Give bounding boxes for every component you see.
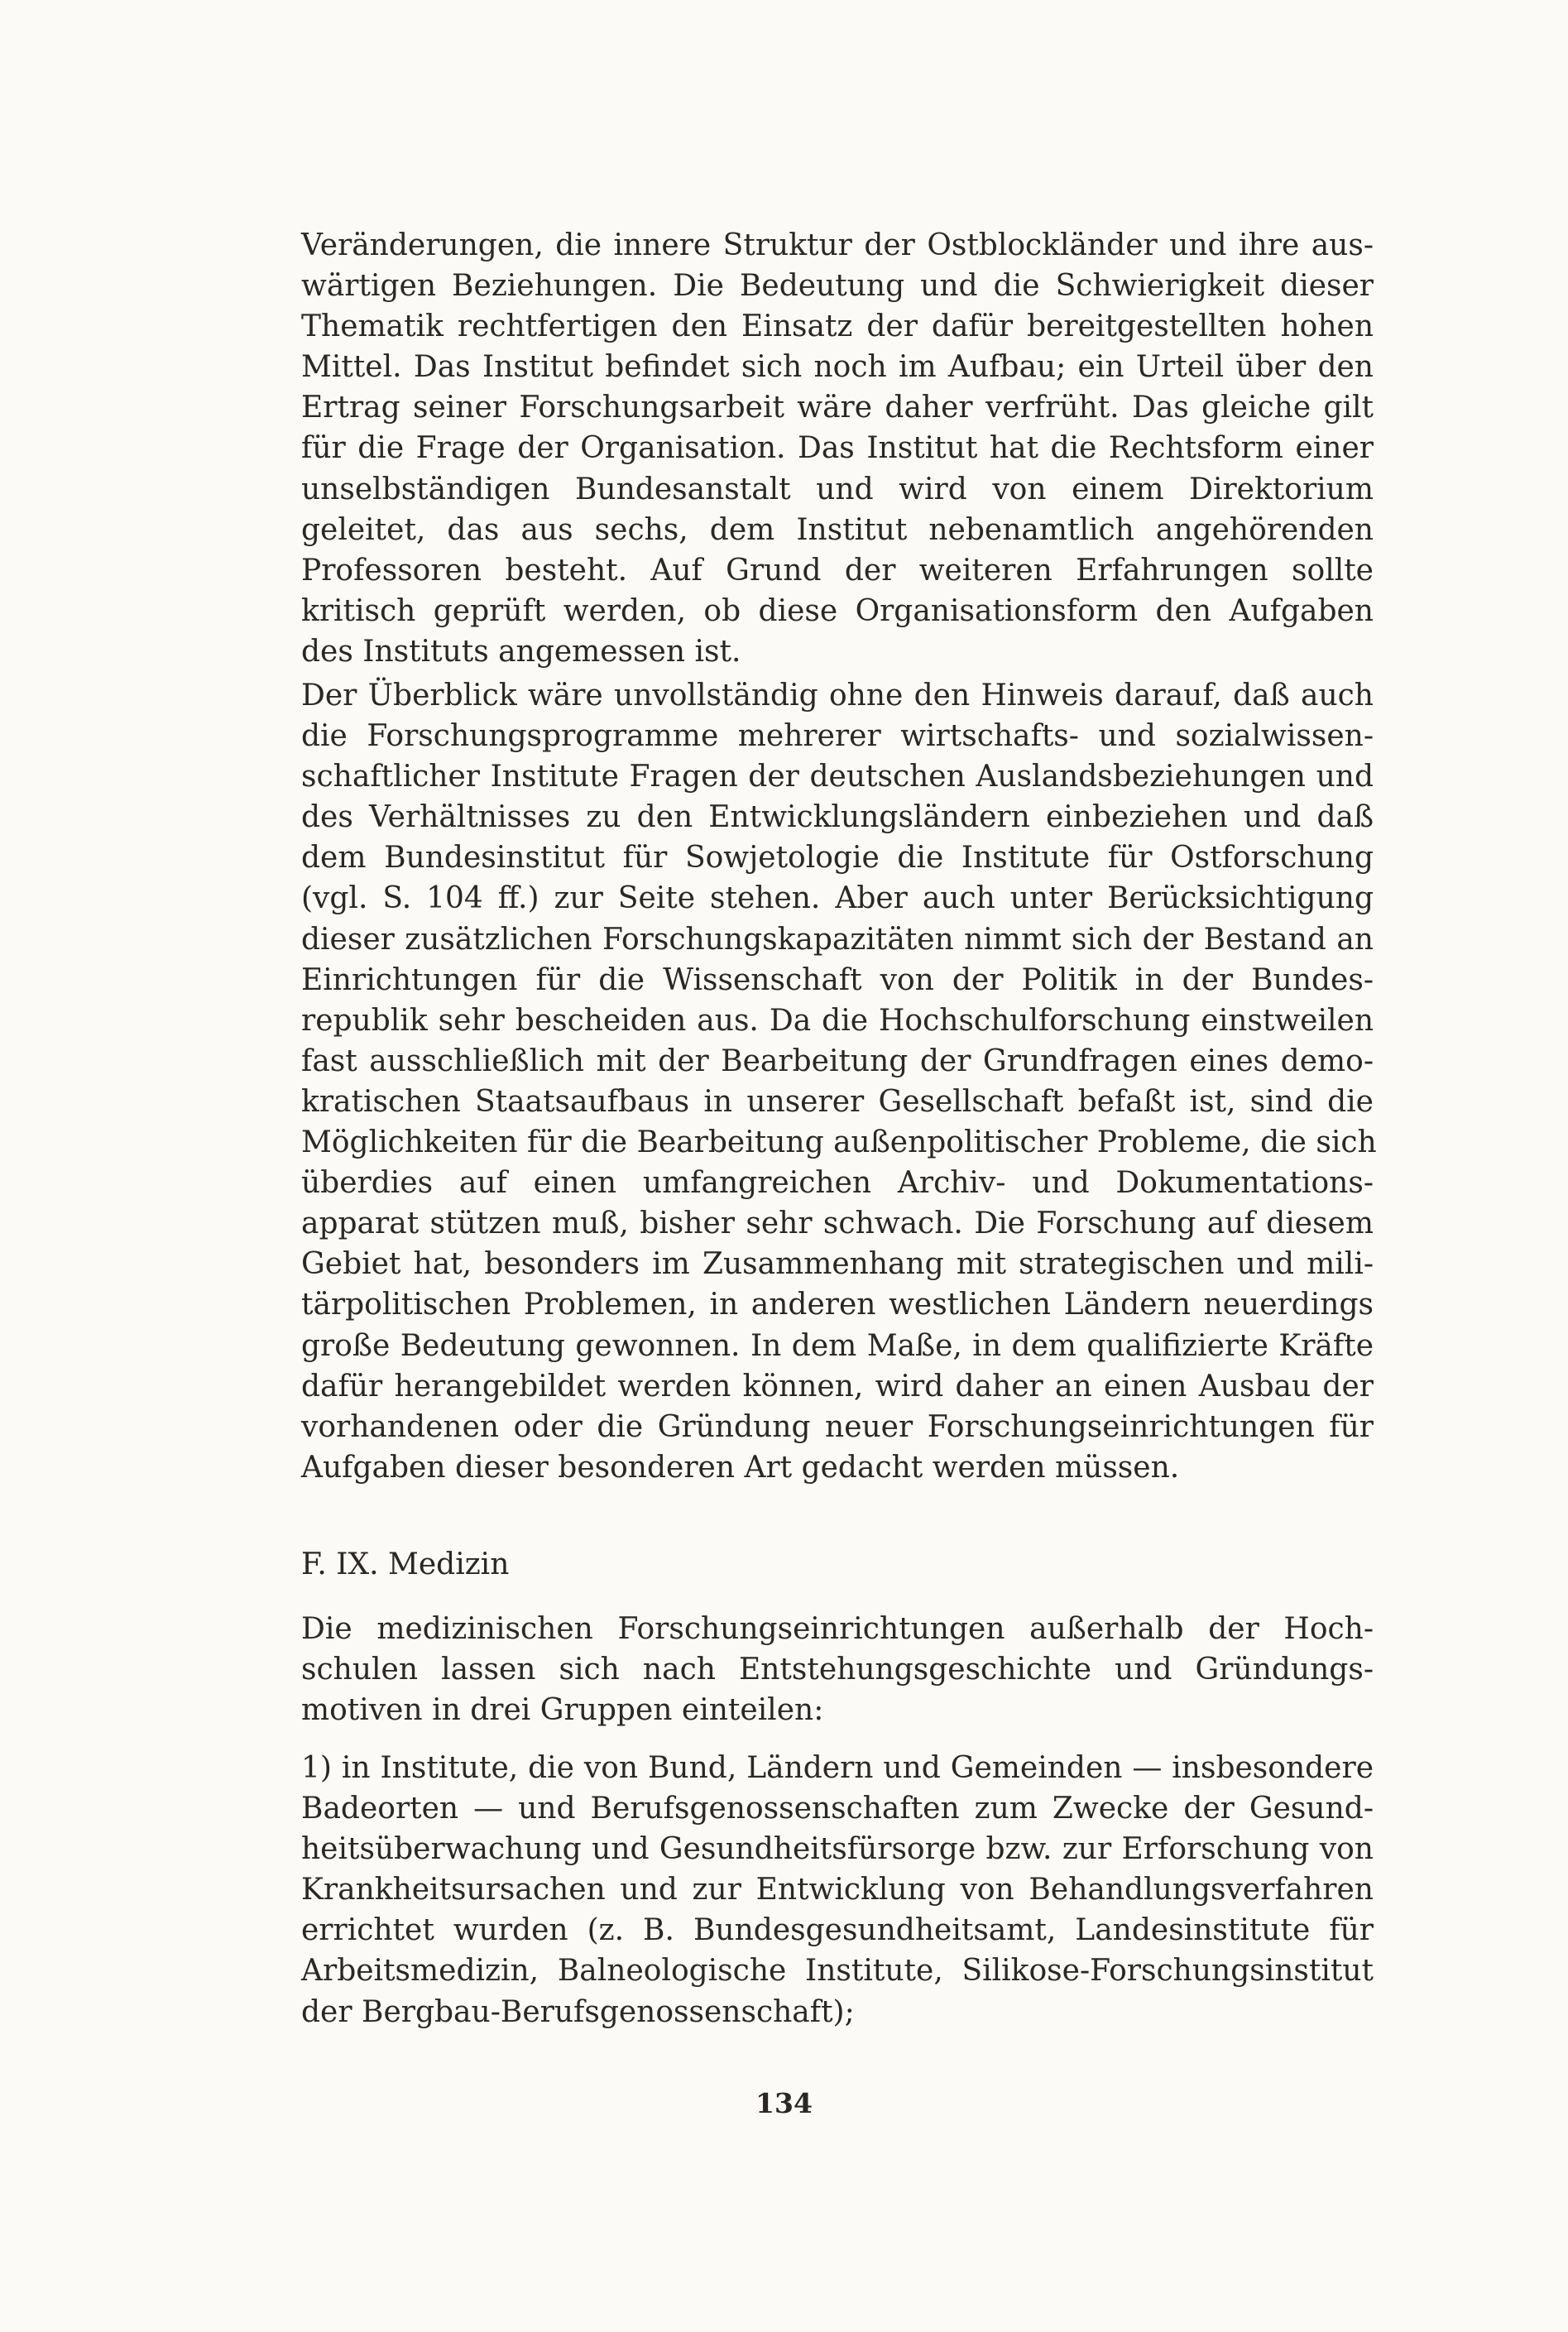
page-number: 134 bbox=[755, 2087, 813, 2119]
text-line: Die medizinischen Forschungseinrichtungen außerhalb der Hoch- bbox=[301, 1612, 1374, 1646]
text-line: die Forschungsprogramme mehrerer wirtschafts- und sozialwissen- bbox=[301, 719, 1374, 754]
section-heading: F. IX. Medizin bbox=[301, 1547, 510, 1581]
text-line: dem Bundesinstitut für Sowjetologie die Institute für Ostforschung bbox=[301, 841, 1374, 876]
text-line: des Instituts angemessen ist. bbox=[301, 634, 741, 669]
text-line: für die Frage der Organisation. Das Institut hat die Rechtsform einer bbox=[301, 431, 1374, 466]
text-line: Einrichtungen für die Wissenschaft von der Politik in der Bundes- bbox=[301, 962, 1374, 997]
text-line: des Verhältnisses zu den Entwicklungsländern einbeziehen und daß bbox=[301, 800, 1374, 835]
paragraph-sowjetologie-institute bbox=[301, 225, 1374, 672]
text-line: Der Überblick wäre unvollständig ohne den Hinweis darauf, daß auch bbox=[301, 679, 1374, 713]
text-line: kratischen Staatsaufbaus in unserer Gesellschaft befaßt ist, sind die bbox=[301, 1084, 1374, 1119]
text-line: Veränderungen, die innere Struktur der Ostblockländer und ihre aus- bbox=[301, 228, 1374, 262]
text-line: dafür herangebildet werden können, wird daher an einen Ausbau der bbox=[301, 1369, 1374, 1404]
text-line: schaftlicher Institute Fragen der deutschen Auslandsbeziehungen und bbox=[301, 760, 1374, 794]
text-line: Badeorten — und Berufsgenossenschaften zum Zwecke der Gesund- bbox=[301, 1792, 1374, 1826]
text-line: motiven in drei Gruppen einteilen: bbox=[301, 1693, 824, 1728]
text-line: (vgl. S. 104 ff.) zur Seite stehen. Aber auch unter Berücksichtigung bbox=[301, 881, 1374, 916]
text-line: dieser zusätzlichen Forschungskapazitäten nimmt sich der Bestand an bbox=[301, 922, 1374, 957]
paragraph-medizin-intro bbox=[301, 1609, 1374, 1730]
text-line: unselbständigen Bundesanstalt und wird von einem Direktorium bbox=[301, 472, 1374, 506]
text-line: tärpolitischen Problemen, in anderen westlichen Ländern neuerdings bbox=[301, 1288, 1374, 1322]
text-line: Mittel. Das Institut befindet sich noch im Aufbau; ein Urteil über den bbox=[301, 350, 1374, 385]
text-line: wärtigen Beziehungen. Die Bedeutung und die Schwierigkeit dieser bbox=[301, 269, 1374, 304]
text-line: errichtet wurden (z. B. Bundesgesundheitsamt, Landesinstitute für bbox=[301, 1913, 1374, 1948]
text-line: Ertrag seiner Forschungsarbeit wäre daher verfrüht. Das gleiche gilt bbox=[301, 391, 1374, 425]
text-line: kritisch geprüft werden, ob diese Organisationsform den Aufgaben bbox=[301, 593, 1374, 628]
text-line: geleitet, das aus sechs, dem Institut nebenamtlich angehörenden bbox=[301, 512, 1374, 547]
text-line: vorhandenen oder die Gründung neuer Forschungseinrichtungen für bbox=[301, 1409, 1374, 1444]
text-line: Arbeitsmedizin, Balneologische Institute, Silikose-Forschungsinstitut bbox=[301, 1954, 1374, 1989]
text-line: der Bergbau-Berufsgenossenschaft); bbox=[301, 1994, 855, 2029]
text-line: republik sehr bescheiden aus. Da die Hochschulforschung einstweilen bbox=[301, 1003, 1374, 1038]
text-line: Gebiet hat, besonders im Zusammenhang mit strategischen und mili- bbox=[301, 1247, 1374, 1282]
text-line: heitsüberwachung und Gesundheitsfürsorge bzw. zur Erforschung von bbox=[301, 1832, 1374, 1867]
text-line: Professoren besteht. Auf Grund der weiteren Erfahrungen sollte bbox=[301, 553, 1374, 588]
text-line: überdies auf einen umfangreichen Archiv- und Dokumentations- bbox=[301, 1166, 1374, 1201]
text-line: fast ausschließlich mit der Bearbeitung der Grundfragen eines demo- bbox=[301, 1044, 1374, 1078]
paragraph-overview bbox=[301, 675, 1377, 1488]
text-line: Möglichkeiten für die Bearbeitung außenpolitischer Probleme, die sich bbox=[301, 1125, 1377, 1160]
text-line: Krankheitsursachen und zur Entwicklung von Behandlungsverfahren bbox=[301, 1873, 1374, 1907]
text-line: schulen lassen sich nach Entstehungsgeschichte und Gründungs- bbox=[301, 1653, 1374, 1687]
text-line: große Bedeutung gewonnen. In dem Maße, in dem qualifizierte Kräfte bbox=[301, 1328, 1374, 1363]
text-line: apparat stützen muß, bisher sehr schwach. Die Forschung auf diesem bbox=[301, 1207, 1374, 1241]
text-line: Thematik rechtfertigen den Einsatz der dafür bereitgestellten hohen bbox=[301, 309, 1374, 344]
text-line: Aufgaben dieser besonderen Art gedacht werden müssen. bbox=[301, 1450, 1180, 1485]
text-line: 1) in Institute, die von Bund, Ländern und Gemeinden — insbesondere bbox=[301, 1751, 1374, 1785]
list-item-1 bbox=[301, 1748, 1374, 2032]
